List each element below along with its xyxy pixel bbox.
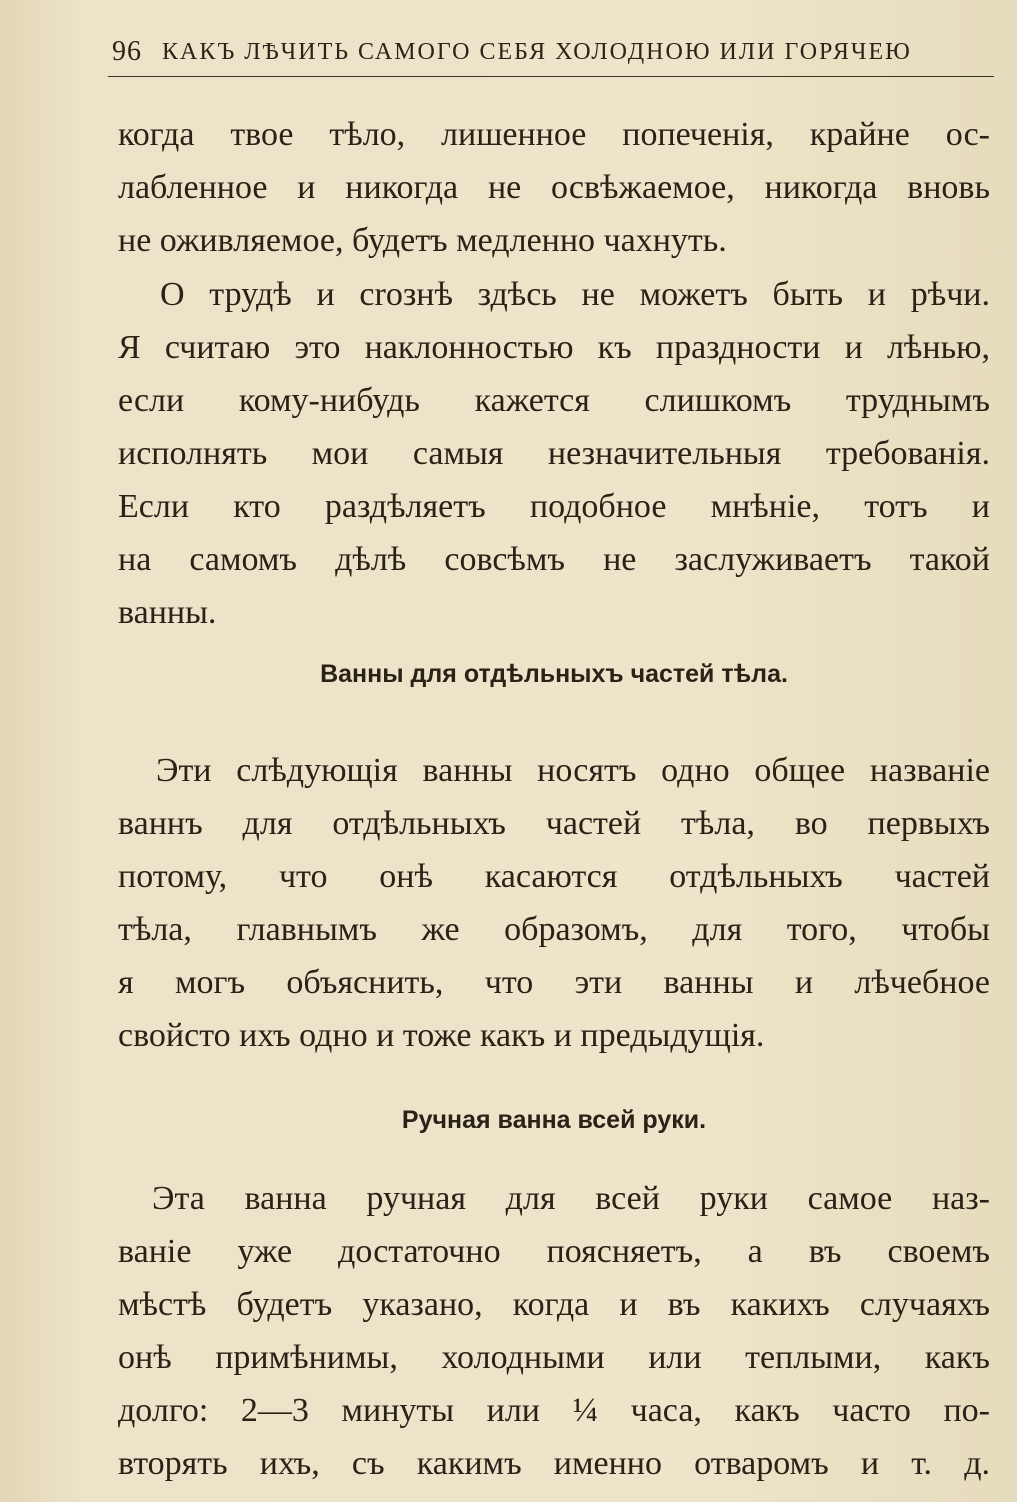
section-heading: Ванны для отдѣльныхъ частей тѣла. <box>320 660 788 688</box>
text-line: Эта ванна ручная для всей руки самое наз- <box>152 1180 990 1217</box>
text-line: ваніе уже достаточно поясняетъ, а въ своемъ <box>118 1233 990 1270</box>
text-line: ванны. <box>118 594 217 631</box>
page-number: 96 <box>112 36 142 67</box>
text-line: долго: 2—3 минуты или ¼ часа, какъ часто по- <box>118 1392 990 1429</box>
paragraph-1 <box>118 108 990 267</box>
text-line: лабленное и никогда не освѣжаемое, никогда вновь <box>118 169 990 206</box>
paragraph-4 <box>118 1172 990 1490</box>
text-line: свойсто ихъ одно и тоже какъ и предыдущія. <box>118 1017 765 1054</box>
text-line: тѣла, главнымъ же образомъ, для того, чтобы <box>118 911 990 948</box>
text-line: мѣстѣ будетъ указано, когда и въ какихъ случаяхъ <box>118 1286 990 1323</box>
text-line: когда твое тѣло, лишенное попеченія, крайне ос- <box>118 116 990 153</box>
paragraph-3 <box>118 744 990 1062</box>
text-line: я могъ объяснить, что эти ванны и лѣчебное <box>118 964 990 1001</box>
header-rule <box>108 76 994 77</box>
text-line: исполнять мои самыя незначительныя требованія. <box>118 435 990 472</box>
text-line: ваннъ для отдѣльныхъ частей тѣла, во первыхъ <box>118 805 990 842</box>
paragraph-2 <box>118 268 990 639</box>
text-line: потому, что онѣ касаются отдѣльныхъ частей <box>118 858 990 895</box>
text-line: онѣ примѣнимы, холодными или теплыми, какъ <box>118 1339 990 1376</box>
text-line: вторять ихъ, съ какимъ именно отваромъ и т. д. <box>118 1445 990 1482</box>
running-title: КАКЪ ЛѢЧИТЬ САМОГО СЕБЯ ХОЛОДНОЮ ИЛИ ГОРЯЧЕЮ <box>162 38 912 65</box>
text-line: не оживляемое, будетъ медленно чахнуть. <box>118 222 727 259</box>
text-line: если кому-нибудь кажется слишкомъ труднымъ <box>118 382 990 419</box>
text-line: Если кто раздѣляетъ подобное мнѣніе, тотъ и <box>118 488 990 525</box>
text-line: О трудѣ и croзнѣ здѣсь не можетъ быть и рѣчи. <box>160 276 990 313</box>
section-heading: Ручная ванна всей руки. <box>401 1106 707 1134</box>
text-line: Эти слѣдующія ванны носятъ одно общее названіе <box>156 752 990 789</box>
text-line: на самомъ дѣлѣ совсѣмъ не заслуживаетъ такой <box>118 541 990 578</box>
text-line: Я считаю это наклонностью къ праздности и лѣнью, <box>118 329 990 366</box>
running-header <box>112 32 992 72</box>
